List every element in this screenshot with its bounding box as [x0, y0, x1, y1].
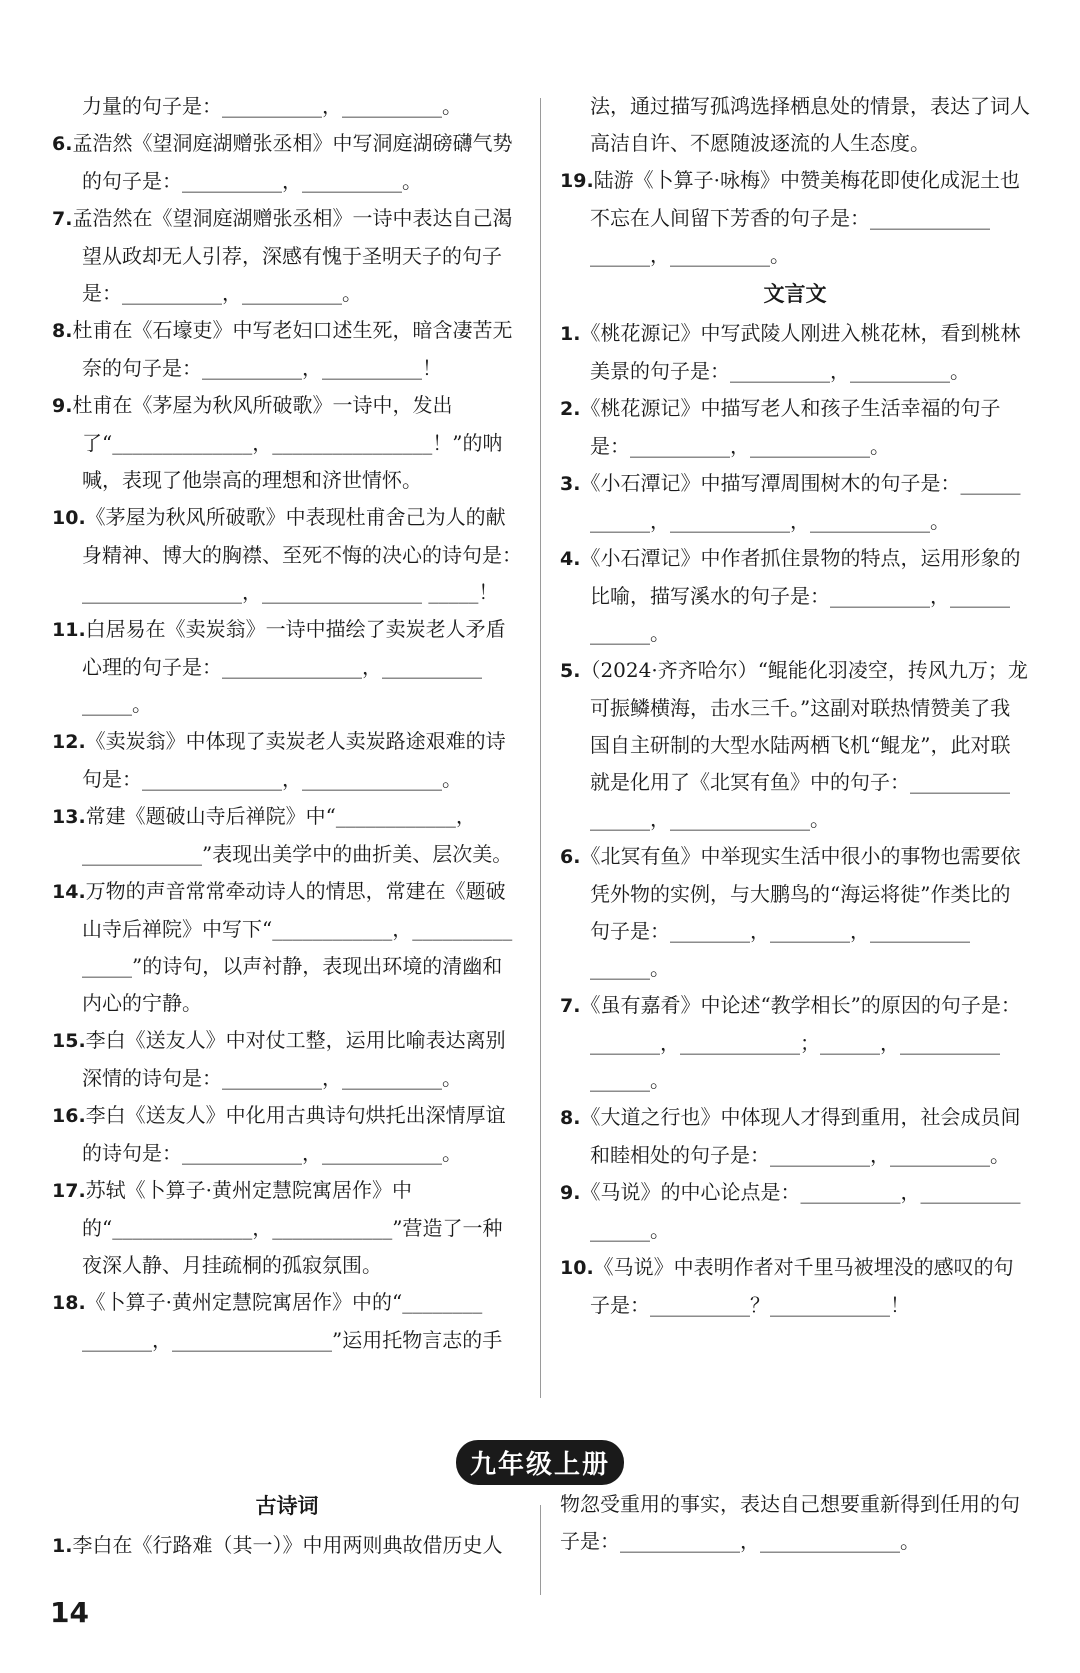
question-13: 13.常建《题破山寺后禅院》中“____________，____________”表现出美学中的曲折美、层次美。	[52, 804, 513, 866]
question-w7: 7.《虽有嘉肴》中论述“教学相长”的原因的句子是：_______，____________；______，__________ ______。	[560, 993, 1021, 1092]
column-divider	[540, 98, 541, 1398]
question-8: 8.杜甫在《石壕吏》中写老妇口述生死，暗含凄苦无奈的句子是：__________，__________！	[52, 318, 513, 380]
bottom-right-column	[560, 1486, 1030, 1560]
question-w10: 10.《马说》中表明作者对千里马被埋没的感叹的句子是：__________？____________！	[560, 1255, 1014, 1317]
question-10: 10.《茅屋为秋风所破歌》中表现杜甫舍己为人的献身精神、博大的胸襟、至死不悔的决心的诗句是：________________，________________ _____！	[52, 505, 522, 604]
question-continuation: 力量的句子是：__________，__________。	[82, 94, 462, 118]
question-19: 19.陆游《卜算子·咏梅》中赞美梅花即使化成泥土也不忘在人间留下芳香的句子是：____________ ______，__________。	[560, 168, 1021, 267]
right-column	[560, 88, 1030, 1324]
question-w5: 5.（2024·齐齐哈尔）“鲲能化羽凌空，抟风九万；龙可振鳞横海，击水三千。”这副对联热情赞美了我国自主研制的大型水陆两栖飞机“鲲龙”，此对联就是化用了《北冥有鱼》中的句子：__________ ______，______________。	[560, 658, 1028, 831]
question-15: 15.李白《送友人》中对仗工整，运用比喻表达离别深情的诗句是：__________，__________。	[52, 1028, 506, 1090]
question-w2: 2.《桃花源记》中描写老人和孩子生活幸福的句子是：__________，____________。	[560, 396, 1001, 458]
question-w1: 1.《桃花源记》中写武陵人刚进入桃花林，看到桃林美景的句子是：__________，__________。	[560, 321, 1021, 383]
bottom-left-column	[52, 1486, 522, 1565]
question-w9: 9.《马说》的中心论点是：__________，__________ ______。	[560, 1180, 1021, 1242]
question-14: 14.万物的声音常常牵动诗人的情思，常建在《题破山寺后禅院》中写下“____________，__________ _____”的诗句，以声衬静，表现出环境的清幽和内心的宁静。	[52, 879, 513, 1015]
page-number: 14	[50, 1596, 89, 1629]
question-continuation: 法，通过描写孤鸿选择栖息处的情景，表达了词人高洁自许、不愿随波逐流的人生态度。	[590, 94, 1030, 155]
question-12: 12.《卖炭翁》中体现了卖炭老人卖炭路途艰难的诗句是：______________，______________。	[52, 729, 506, 791]
grade-banner-label: 九年级上册	[456, 1440, 624, 1485]
left-column	[52, 88, 522, 1359]
question-11: 11.白居易在《卖炭翁》一诗中描绘了卖炭老人矛盾心理的句子是：______________，__________ _____。	[52, 617, 506, 716]
question-9: 9.杜甫在《茅屋为秋风所破歌》一诗中，发出了“______________，________________！”的呐喊，表现了他崇高的理想和济世情怀。	[52, 393, 503, 492]
column-divider-bottom	[540, 1505, 541, 1595]
question-6: 6.孟浩然《望洞庭湖赠张丞相》中写洞庭湖磅礴气势的句子是：__________，__________。	[52, 131, 513, 193]
question-16: 16.李白《送友人》中化用古典诗句烘托出深情厚谊的诗句是：____________，____________。	[52, 1103, 506, 1165]
question-w4: 4.《小石潭记》中作者抓住景物的特点，运用形象的比喻，描写溪水的句子是：__________，______ ______。	[560, 546, 1021, 645]
question-w6: 6.《北冥有鱼》中举现实生活中很小的事物也需要依凭外物的实例，与大鹏鸟的“海运将徙”作类比的句子是：________，________，__________ ______。	[560, 844, 1021, 980]
section-heading-wenyanwen: 文言文	[763, 282, 827, 306]
question-g1: 1.李白在《行路难（其一）》中用两则典故借历史人	[52, 1533, 503, 1557]
grade-banner	[0, 1440, 1080, 1485]
question-continuation: 物忽受重用的事实，表达自己想要重新得到任用的句子是：____________，______________。	[560, 1492, 1020, 1553]
question-w8: 8.《大道之行也》中体现人才得到重用，社会成员间和睦相处的句子是：__________，__________。	[560, 1105, 1021, 1167]
question-7: 7.孟浩然在《望洞庭湖赠张丞相》一诗中表达自己渴望从政却无人引荐，深感有愧于圣明天子的句子是：__________，__________。	[52, 206, 513, 305]
question-w3: 3.《小石潭记》中描写潭周围树木的句子是：______ ______，____________，____________。	[560, 471, 1021, 533]
question-18: 18.《卜算子·黄州定慧院寓居作》中的“________ _______，________________”运用托物言志的手	[52, 1290, 503, 1352]
section-heading-gushici: 古诗词	[255, 1494, 319, 1518]
question-17: 17.苏轼《卜算子·黄州定慧院寓居作》中的“______________，____________”营造了一种夜深人静、月挂疏桐的孤寂氛围。	[52, 1178, 503, 1277]
